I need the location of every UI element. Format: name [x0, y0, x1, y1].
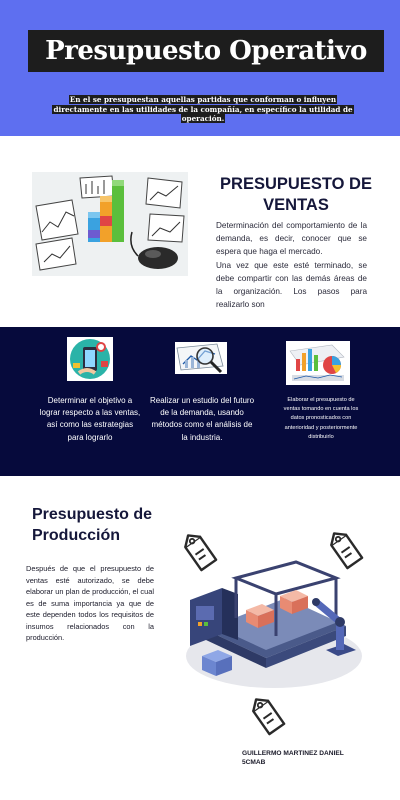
step-1-text: Determinar el objetivo a lograr respecto a las ventas, así como las estrategias para lograrlo [39, 396, 141, 442]
budget-charts-illustration [286, 341, 350, 385]
page-title: Presupuesto Operativo [45, 36, 367, 66]
sales-budget-description [216, 219, 367, 311]
intro-text [42, 95, 364, 124]
author-group: 5CMAB [242, 759, 266, 766]
sales-paragraph-1: Determinación del comportamiento de la demanda, es decir, conocer que se espera que haga el mercado. [216, 221, 367, 257]
step-3-text: Elaborar el presupuesto de ventas tomando en cuenta los datos pronosticados con anterioridad y posteriormente distribuirlo [283, 397, 359, 440]
magnifier-chart-illustration [175, 342, 227, 374]
sales-chart-illustration [32, 172, 188, 276]
sales-budget-heading: PRESUPUESTO DE VENTAS [220, 175, 372, 214]
author-name: GUILLERMO MARTINEZ DANIEL [242, 750, 344, 757]
production-budget-description: Después de que el presupuesto de ventas esté autorizado, se debe elaborar un plan de producción, el cual es de suma importancia ya que de este dependen todos los requisitos de insumos relacionados con la producción. [26, 564, 154, 642]
factory-production-illustration [176, 560, 362, 690]
phone-target-illustration [67, 337, 113, 381]
price-tag-icon [244, 692, 290, 738]
step-2-text: Realizar un estudio del futuro de la demanda, usando métodos como el análisis de la industria. [149, 396, 255, 442]
production-budget-heading: Presupuesto de Producción [32, 506, 153, 544]
intro-text-highlight: En el se presupuestan aquellas partidas que conforman o influyen directamente en las utilidades de la compañía, en específico la utilidad de operación. [53, 95, 353, 123]
sales-paragraph-2: Una vez que este esté terminado, se debe compartir con las demás áreas de la organización. Los pasos para realizarlo son [216, 260, 367, 310]
author-credit [242, 749, 382, 767]
